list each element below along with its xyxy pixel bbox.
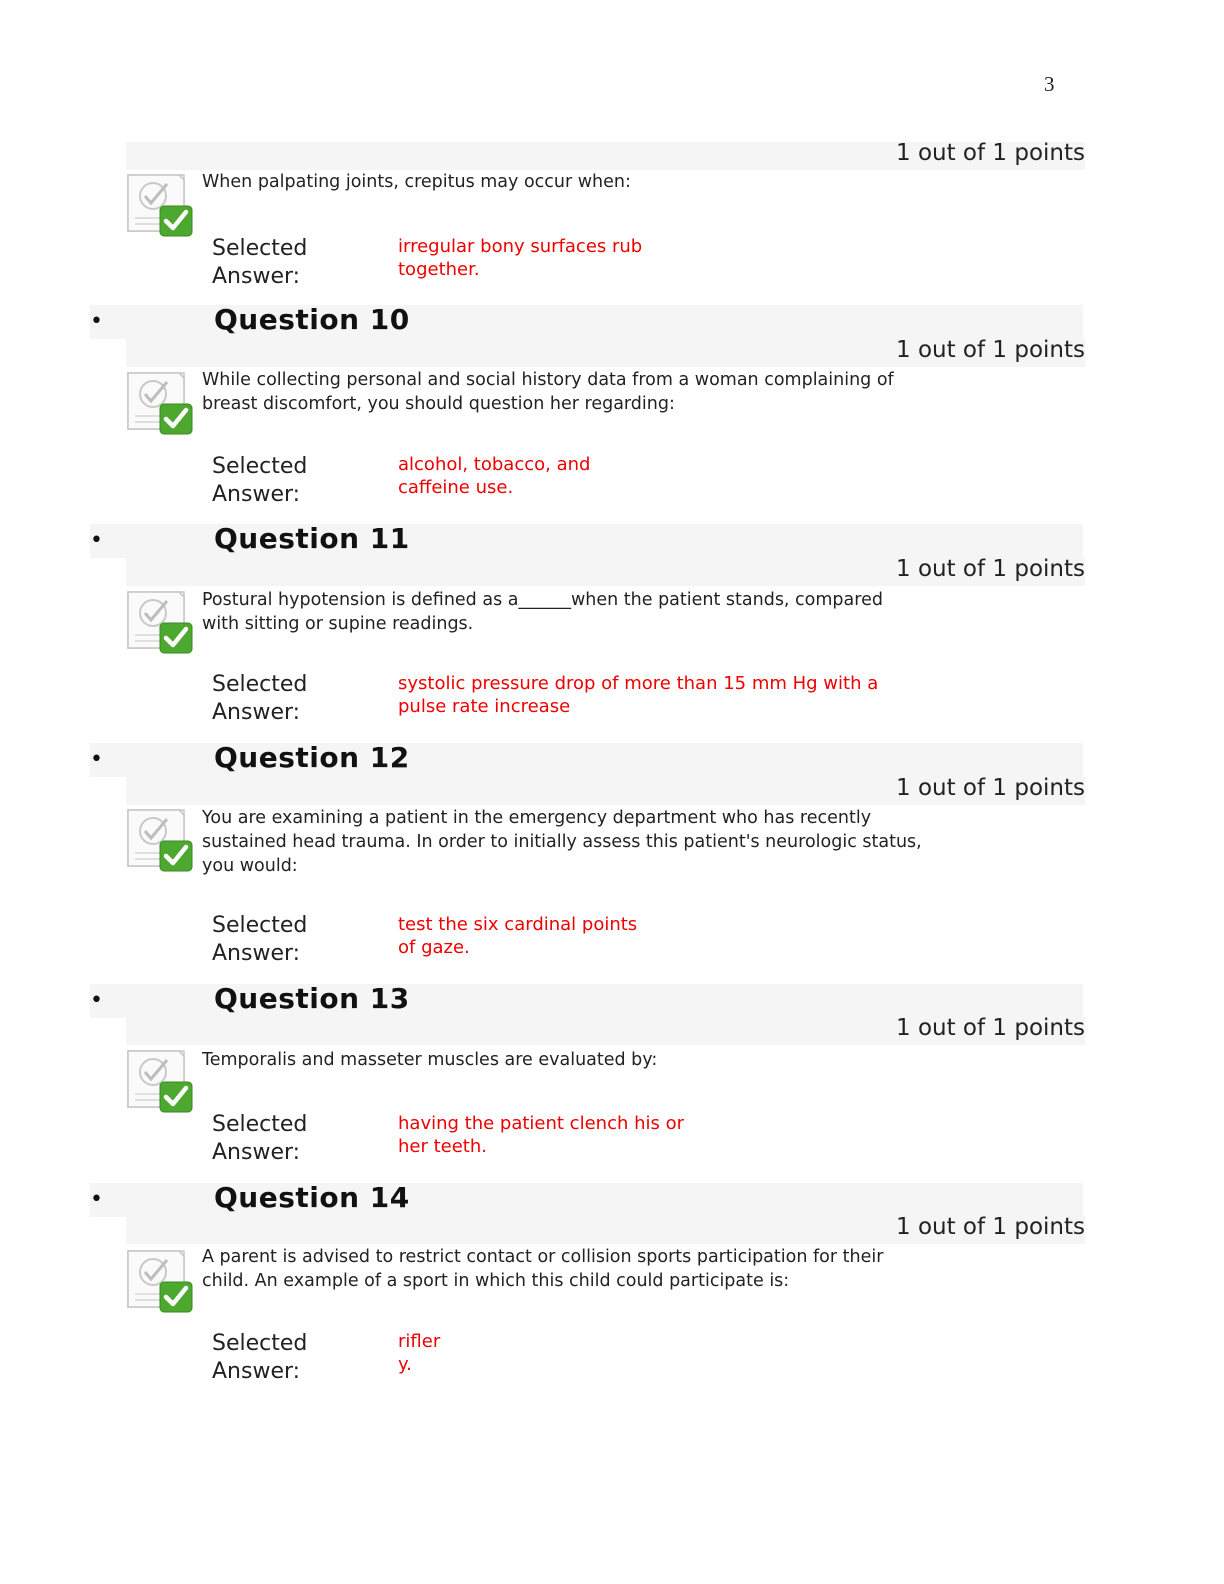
score-band — [126, 558, 1085, 586]
score-text: 1 out of 1 points — [896, 1214, 1085, 1240]
selected-answer-label: Selected Answer: — [212, 672, 308, 725]
correct-check-icon — [127, 1048, 193, 1114]
selected-answer-label: Selected Answer: — [212, 454, 308, 507]
question-text: When palpating joints, crepitus may occur when: — [202, 172, 631, 192]
correct-check-icon — [127, 589, 193, 655]
score-text: 1 out of 1 points — [896, 775, 1085, 801]
question-title: Question 14 — [214, 1181, 410, 1214]
question-header — [90, 524, 1083, 558]
correct-check-icon — [127, 172, 193, 238]
question-title: Question 10 — [214, 303, 410, 336]
score-text: 1 out of 1 points — [896, 1015, 1085, 1041]
correct-check-icon — [127, 370, 193, 436]
score-text: 1 out of 1 points — [896, 140, 1085, 166]
score-band — [126, 1017, 1085, 1045]
question-header — [90, 984, 1083, 1018]
score-band — [126, 142, 1085, 170]
bullet: • — [90, 309, 103, 334]
question-text: You are examining a patient in the emergency department who has recently sustained head trauma. In order to initially assess this patient's neurologic status, you would: — [202, 808, 922, 876]
selected-answer: test the six cardinal points of gaze. — [398, 914, 638, 958]
question-title: Question 13 — [214, 982, 410, 1015]
bullet: • — [90, 1187, 103, 1212]
question-text: A parent is advised to restrict contact or collision sports participation for their child. An example of a sport in which this child could participate is: — [202, 1247, 884, 1291]
selected-answer-label: Selected Answer: — [212, 913, 308, 966]
bullet: • — [90, 988, 103, 1013]
question-header — [90, 305, 1083, 339]
correct-check-icon — [127, 807, 193, 873]
selected-answer: having the patient clench his or her teeth. — [398, 1113, 685, 1157]
question-title: Question 12 — [214, 741, 410, 774]
selected-answer: irregular bony surfaces rub together. — [398, 236, 643, 280]
page-number: 3 — [1044, 72, 1055, 96]
question-header — [90, 743, 1083, 777]
selected-answer-label: Selected Answer: — [212, 1112, 308, 1165]
question-text: Temporalis and masseter muscles are evaluated by: — [202, 1050, 658, 1070]
bullet: • — [90, 528, 103, 553]
score-band — [126, 339, 1085, 367]
question-text: Postural hypotension is defined as a______when the patient stands, compared with sitting or supine readings. — [202, 590, 883, 634]
score-band — [126, 777, 1085, 805]
selected-answer: rifler y. — [398, 1331, 441, 1375]
score-text: 1 out of 1 points — [896, 337, 1085, 363]
selected-answer: systolic pressure drop of more than 15 mm Hg with a pulse rate increase — [398, 673, 879, 717]
question-text: While collecting personal and social history data from a woman complaining of breast discomfort, you should question her regarding: — [202, 370, 894, 414]
score-text: 1 out of 1 points — [896, 556, 1085, 582]
selected-answer: alcohol, tobacco, and caffeine use. — [398, 454, 591, 498]
bullet: • — [90, 747, 103, 772]
score-band — [126, 1216, 1085, 1244]
selected-answer-label: Selected Answer: — [212, 1331, 308, 1384]
selected-answer-label: Selected Answer: — [212, 236, 308, 289]
question-header — [90, 1183, 1083, 1217]
correct-check-icon — [127, 1248, 193, 1314]
question-title: Question 11 — [214, 522, 410, 555]
